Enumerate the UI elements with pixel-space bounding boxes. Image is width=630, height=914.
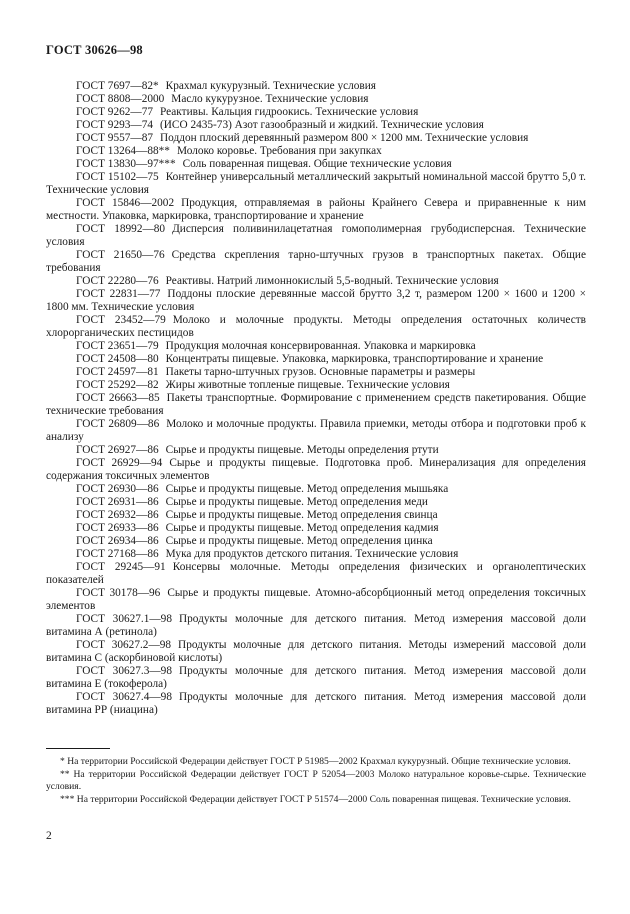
reference-code: ГОСТ 8808—2000 <box>76 93 165 105</box>
reference-item <box>46 132 586 145</box>
reference-title: Мука для продуктов детского питания. Технические условия <box>165 548 459 560</box>
page-number: 2 <box>46 830 52 842</box>
footnote: ** На территории Российской Федерации действует ГОСТ Р 52054—2003 Молоко натуральное коровье-сырье. Технические условия. <box>46 768 586 793</box>
reference-title: Молоко и молочные продукты. Методы определения остаточных количеств хлорорганических пестицидов <box>46 314 586 339</box>
reference-code: ГОСТ 27168—86 <box>76 548 159 560</box>
reference-code: ГОСТ 30627.3—98 <box>76 665 172 677</box>
reference-code: ГОСТ 26809—86 <box>76 418 160 430</box>
footnote-divider <box>46 748 110 749</box>
reference-code: ГОСТ 30627.1—98 <box>76 613 172 625</box>
reference-code: ГОСТ 30627.4—98 <box>76 691 172 703</box>
reference-title: Жиры животные топленые пищевые. Технические условия <box>165 379 450 391</box>
reference-code: ГОСТ 26931—86 <box>76 496 159 508</box>
reference-item <box>46 171 586 197</box>
reference-code: ГОСТ 25292—82 <box>76 379 159 391</box>
reference-title: Продукты молочные для детского питания. Метод измерения массовой доли витамина Е (токоферола) <box>46 665 586 690</box>
reference-item <box>46 613 586 639</box>
reference-title: Масло кукурузное. Технические условия <box>171 93 369 105</box>
reference-title: Продукция, отправляемая в районы Крайнего Севера и приравненные к ним местности. Упаковка, маркировка, транспортирование и хранение <box>46 197 586 222</box>
reference-item <box>46 639 586 665</box>
reference-item <box>46 314 586 340</box>
reference-title: Контейнер универсальный металлический закрытый номинальной массой брутто 5,0 т. Технические условия <box>46 171 586 196</box>
reference-item <box>46 379 586 392</box>
reference-item <box>46 223 586 249</box>
reference-code: ГОСТ 15102—75 <box>76 171 159 183</box>
reference-item <box>46 548 586 561</box>
reference-item <box>46 561 586 587</box>
reference-code: ГОСТ 26930—86 <box>76 483 159 495</box>
reference-item <box>46 353 586 366</box>
reference-title: Сырье и продукты пищевые. Метод определения мышьяка <box>165 483 449 495</box>
reference-item <box>46 535 586 548</box>
reference-title: Крахмал кукурузный. Технические условия <box>165 80 377 92</box>
reference-code: ГОСТ 22280—76 <box>76 275 159 287</box>
reference-item <box>46 509 586 522</box>
reference-code: ГОСТ 26929—94 <box>76 457 163 469</box>
reference-title: Средства скрепления тарно-штучных грузов в транспортных пакетах. Общие требования <box>46 249 586 274</box>
reference-title: Сырье и продукты пищевые. Метод определения меди <box>165 496 428 508</box>
reference-title: Сырье и продукты пищевые. Подготовка проб. Минерализация для определения содержания токсичных элементов <box>46 457 586 482</box>
reference-code: ГОСТ 9557—87 <box>76 132 153 144</box>
reference-title: Молоко коровье. Требования при закупках <box>176 145 382 157</box>
reference-title: Сырье и продукты пищевые. Методы определения ртути <box>165 444 439 456</box>
reference-item <box>46 197 586 223</box>
reference-code: ГОСТ 26663—85 <box>76 392 160 404</box>
reference-code: ГОСТ 24508—80 <box>76 353 159 365</box>
reference-title: Продукты молочные для детского питания. Метод измерения массовой доли витамина А (ретинола) <box>46 613 586 638</box>
reference-code: ГОСТ 9262—77 <box>76 106 153 118</box>
reference-title: (ИСО 2435-73) Азот газообразный и жидкий. Технические условия <box>160 119 484 131</box>
reference-code: ГОСТ 23452—79 <box>76 314 166 326</box>
reference-item <box>46 275 586 288</box>
reference-code: ГОСТ 9293—74 <box>76 119 153 131</box>
footnote: * На территории Российской Федерации действует ГОСТ Р 51985—2002 Крахмал кукурузный. Общие технические условия. <box>60 756 571 767</box>
reference-code: ГОСТ 30627.2—98 <box>76 639 172 651</box>
reference-title: Продукты молочные для детского питания. Методы измерений массовой доли витамина С (аскорбиновой кислоты) <box>46 639 586 664</box>
reference-title: Поддон плоский деревянный размером 800 × 1200 мм. Технические условия <box>160 132 529 144</box>
footnote: *** На территории Российской Федерации действует ГОСТ Р 51574—2000 Соль поваренная пищевая. Технические условия. <box>60 793 571 805</box>
reference-title: Продукция молочная консервированная. Упаковка и маркировка <box>165 340 476 352</box>
reference-title: Сырье и продукты пищевые. Метод определения цинка <box>165 535 433 547</box>
reference-item <box>46 418 586 444</box>
reference-code: ГОСТ 13830—97*** <box>76 158 176 170</box>
reference-list <box>46 80 586 717</box>
reference-item <box>46 457 586 483</box>
reference-code: ГОСТ 13264—88** <box>76 145 170 157</box>
reference-code: ГОСТ 26927—86 <box>76 444 159 456</box>
reference-code: ГОСТ 15846—2002 <box>76 197 175 209</box>
footnotes <box>46 756 586 806</box>
reference-item <box>46 249 586 275</box>
reference-item <box>46 665 586 691</box>
reference-code: ГОСТ 18992—80 <box>76 223 166 235</box>
reference-code: ГОСТ 26933—86 <box>76 522 159 534</box>
reference-title: Пакеты тарно-штучных грузов. Основные параметры и размеры <box>165 366 476 378</box>
reference-item <box>46 119 586 132</box>
reference-item <box>46 522 586 535</box>
reference-item <box>46 106 586 119</box>
reference-title: Сырье и продукты пищевые. Метод определения свинца <box>165 509 438 521</box>
reference-code: ГОСТ 26932—86 <box>76 509 159 521</box>
reference-item <box>46 80 586 93</box>
reference-title: Консервы молочные. Методы определения физических и органолептических показателей <box>46 561 586 586</box>
reference-item <box>46 288 586 314</box>
reference-item <box>46 145 586 158</box>
reference-item <box>46 366 586 379</box>
reference-title: Реактивы. Кальция гидроокись. Технические условия <box>160 106 419 118</box>
reference-code: ГОСТ 23651—79 <box>76 340 159 352</box>
reference-code: ГОСТ 29245—91 <box>76 561 166 573</box>
reference-code: ГОСТ 26934—86 <box>76 535 159 547</box>
reference-title: Поддоны плоские деревянные массой брутто 3,2 т, размером 1200 × 1600 и 1200 × 1800 мм. Технические условия <box>46 288 586 313</box>
reference-item <box>46 392 586 418</box>
reference-code: ГОСТ 30178—96 <box>76 587 161 599</box>
reference-item <box>46 691 586 717</box>
reference-code: ГОСТ 7697—82* <box>76 80 159 92</box>
reference-title: Сырье и продукты пищевые. Метод определения кадмия <box>165 522 439 534</box>
reference-code: ГОСТ 24597—81 <box>76 366 159 378</box>
reference-item <box>46 483 586 496</box>
reference-item <box>46 93 586 106</box>
reference-item <box>46 158 586 171</box>
reference-title: Соль поваренная пищевая. Общие технические условия <box>182 158 452 170</box>
reference-title: Сырье и продукты пищевые. Атомно-абсорбционный метод определения токсичных элементов <box>46 587 586 612</box>
reference-item <box>46 587 586 613</box>
reference-title: Молоко и молочные продукты. Правила приемки, методы отбора и подготовки проб к анализу <box>46 418 586 443</box>
reference-title: Пакеты транспортные. Формирование с применением средств пакетирования. Общие технические требования <box>46 392 586 417</box>
reference-item <box>46 340 586 353</box>
reference-title: Концентраты пищевые. Упаковка, маркировка, транспортирование и хранение <box>165 353 544 365</box>
reference-title: Реактивы. Натрий лимоннокислый 5,5-водный. Технические условия <box>165 275 499 287</box>
reference-item <box>46 444 586 457</box>
reference-title: Дисперсия поливинилацетатная гомополимерная грубодисперсная. Технические условия <box>46 223 586 248</box>
reference-code: ГОСТ 22831—77 <box>76 288 161 300</box>
reference-title: Продукты молочные для детского питания. Метод измерения массовой доли витамина РР (ниацина) <box>46 691 586 716</box>
reference-item <box>46 496 586 509</box>
reference-code: ГОСТ 21650—76 <box>76 249 165 261</box>
document-header: ГОСТ 30626—98 <box>46 43 143 57</box>
